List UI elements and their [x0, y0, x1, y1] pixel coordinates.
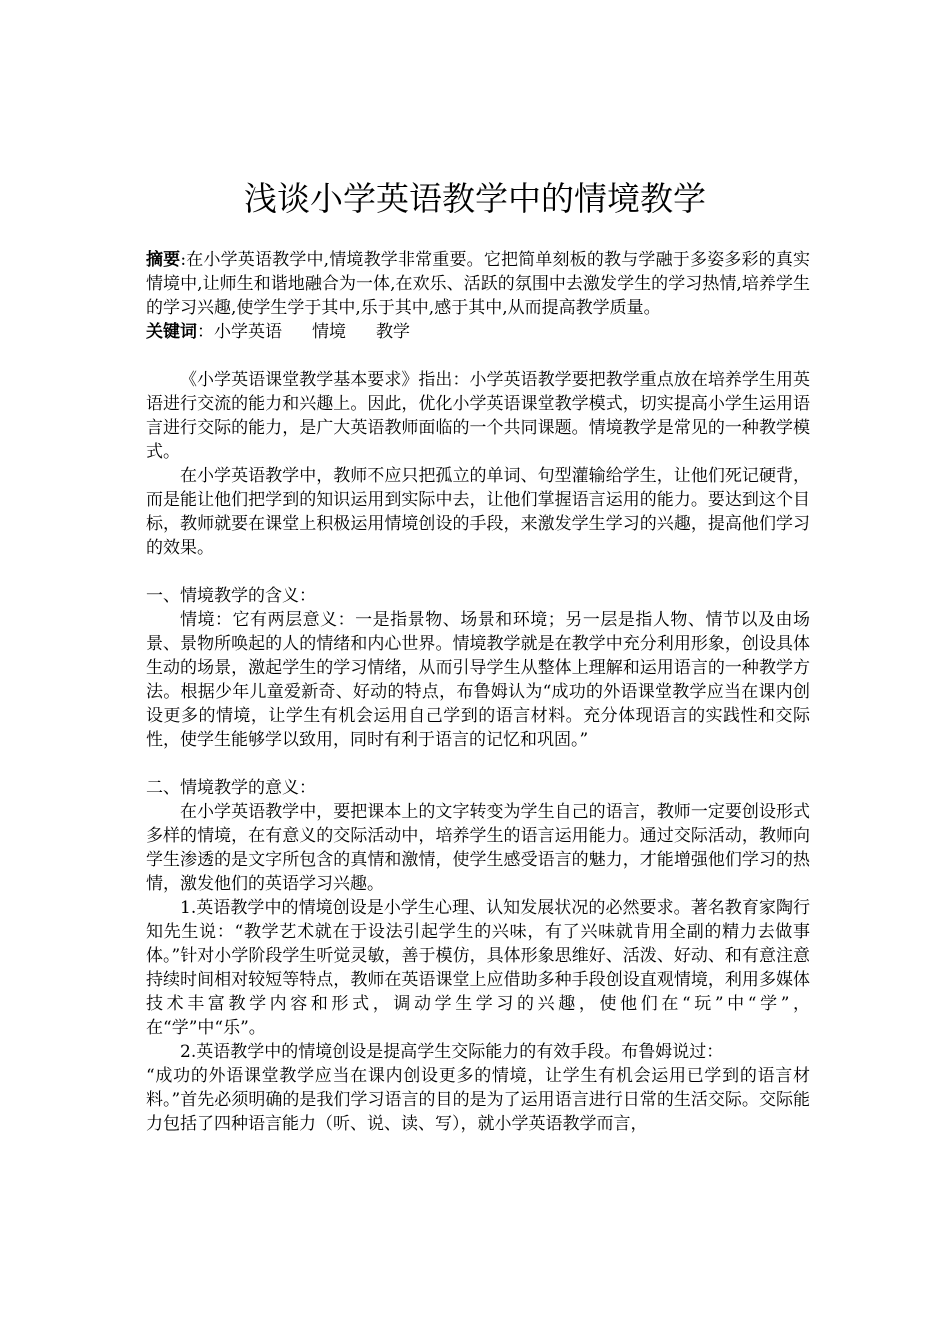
keyword-item: 情境 [312, 322, 346, 342]
blank-line [146, 344, 810, 368]
keyword-item: 教学 [376, 322, 410, 342]
intro-paragraph: 在小学英语教学中，教师不应只把孤立的单词、句型灌输给学生，让他们死记硬背，而是能让他们把学到的知识运用到实际中去，让他们掌握语言运用的能力。要达到这个目标，教师就要在课堂上积极运用情境创设的手段，来激发学生学习的兴趣，提高他们学习的效果。 [146, 466, 810, 558]
section-paragraph: 在小学英语教学中，要把课本上的文字转变为学生自己的语言，教师一定要创设形式多样的情境，在有意义的交际活动中，培养学生的语言运用能力。通过交际活动，教师向学生渗透的是文字所包含的真情和激情，使学生感受语言的魅力，才能增强他们学习的热情，激发他们的英语学习兴趣。 [146, 802, 810, 894]
keywords-colon: ： [197, 322, 214, 342]
document-title: 浅谈小学英语教学中的情境教学 [244, 179, 706, 218]
abstract-paragraph [146, 248, 810, 320]
section-heading: 一、情境教学的含义： [146, 586, 316, 606]
keyword-item: 小学英语 [214, 322, 282, 342]
abstract-text: :在小学英语教学中,情境教学非常重要。它把简单刻板的教与学融于多姿多彩的真实情境中,让师生和谐地融合为一体,在欢乐、活跃的氛围中去激发学生的学习热情,培养学生的学习兴趣,使学生学于其中,乐于其中,感于其中,从而提高教学质量。 [146, 250, 810, 318]
blank-line [146, 752, 810, 776]
section-paragraph: 2.英语教学中的情境创设是提高学生交际能力的有效手段。布鲁姆说过： [180, 1042, 724, 1062]
section-paragraph: 情境：它有两层意义：一是指景物、场景和环境；另一层是指人物、情节以及由场景、景物所唤起的人的情绪和内心世界。情境教学就是在教学中充分利用形象，创设具体生动的场景，激起学生的学习情绪，从而引导学生从整体上理解和运用语言的一种教学方法。根据少年儿童爱新奇、好动的特点，布鲁姆认为“成功的外语课堂教学应当在课内创设更多的情境，让学生有机会运用自己学到的语言材料。充分体现语言的实践性和交际性，使学生能够学以致用，同时有利于语言的记忆和巩固。” [146, 610, 810, 750]
section-paragraph: “成功的外语课堂教学应当在课内创设更多的情境，让学生有机会运用已学到的语言材料。”首先必须明确的是我们学习语言的目的是为了运用语言进行日常的生活交际。交际能力包括了四种语言能力（听、说、读、写），就小学英语教学而言， [146, 1066, 810, 1134]
document-body [146, 248, 810, 1136]
keywords-line [146, 320, 810, 344]
intro-paragraph: 《小学英语课堂教学基本要求》指出：小学英语教学要把教学重点放在培养学生用英语进行交流的能力和兴趣上。因此，优化小学英语课堂教学模式，切实提高小学生运用语言进行交际的能力，是广大英语教师面临的一个共同课题。情境教学是常见的一种教学模式。 [146, 370, 810, 462]
abstract-label: 摘要 [146, 250, 181, 270]
section-heading: 二、情境教学的意义： [146, 778, 316, 798]
section-paragraph: 1.英语教学中的情境创设是小学生心理、认知发展状况的必然要求。著名教育家陶行知先生说：“教学艺术就在于设法引起学生的兴味，有了兴味就肯用全副的精力去做事体。”针对小学阶段学生听觉灵敏，善于模仿，具体形象思维好、活泼、好动、和有意注意持续时间相对较短等特点，教师在英语课堂上应借助多种手段创设直观情境，利用多媒体技术丰富教学内容和形式，调动学生学习的兴趣，使他们在“玩”中“学”，在“学”中“乐”。 [146, 898, 810, 1038]
blank-line [146, 560, 810, 584]
keywords-label: 关键词 [146, 322, 197, 342]
